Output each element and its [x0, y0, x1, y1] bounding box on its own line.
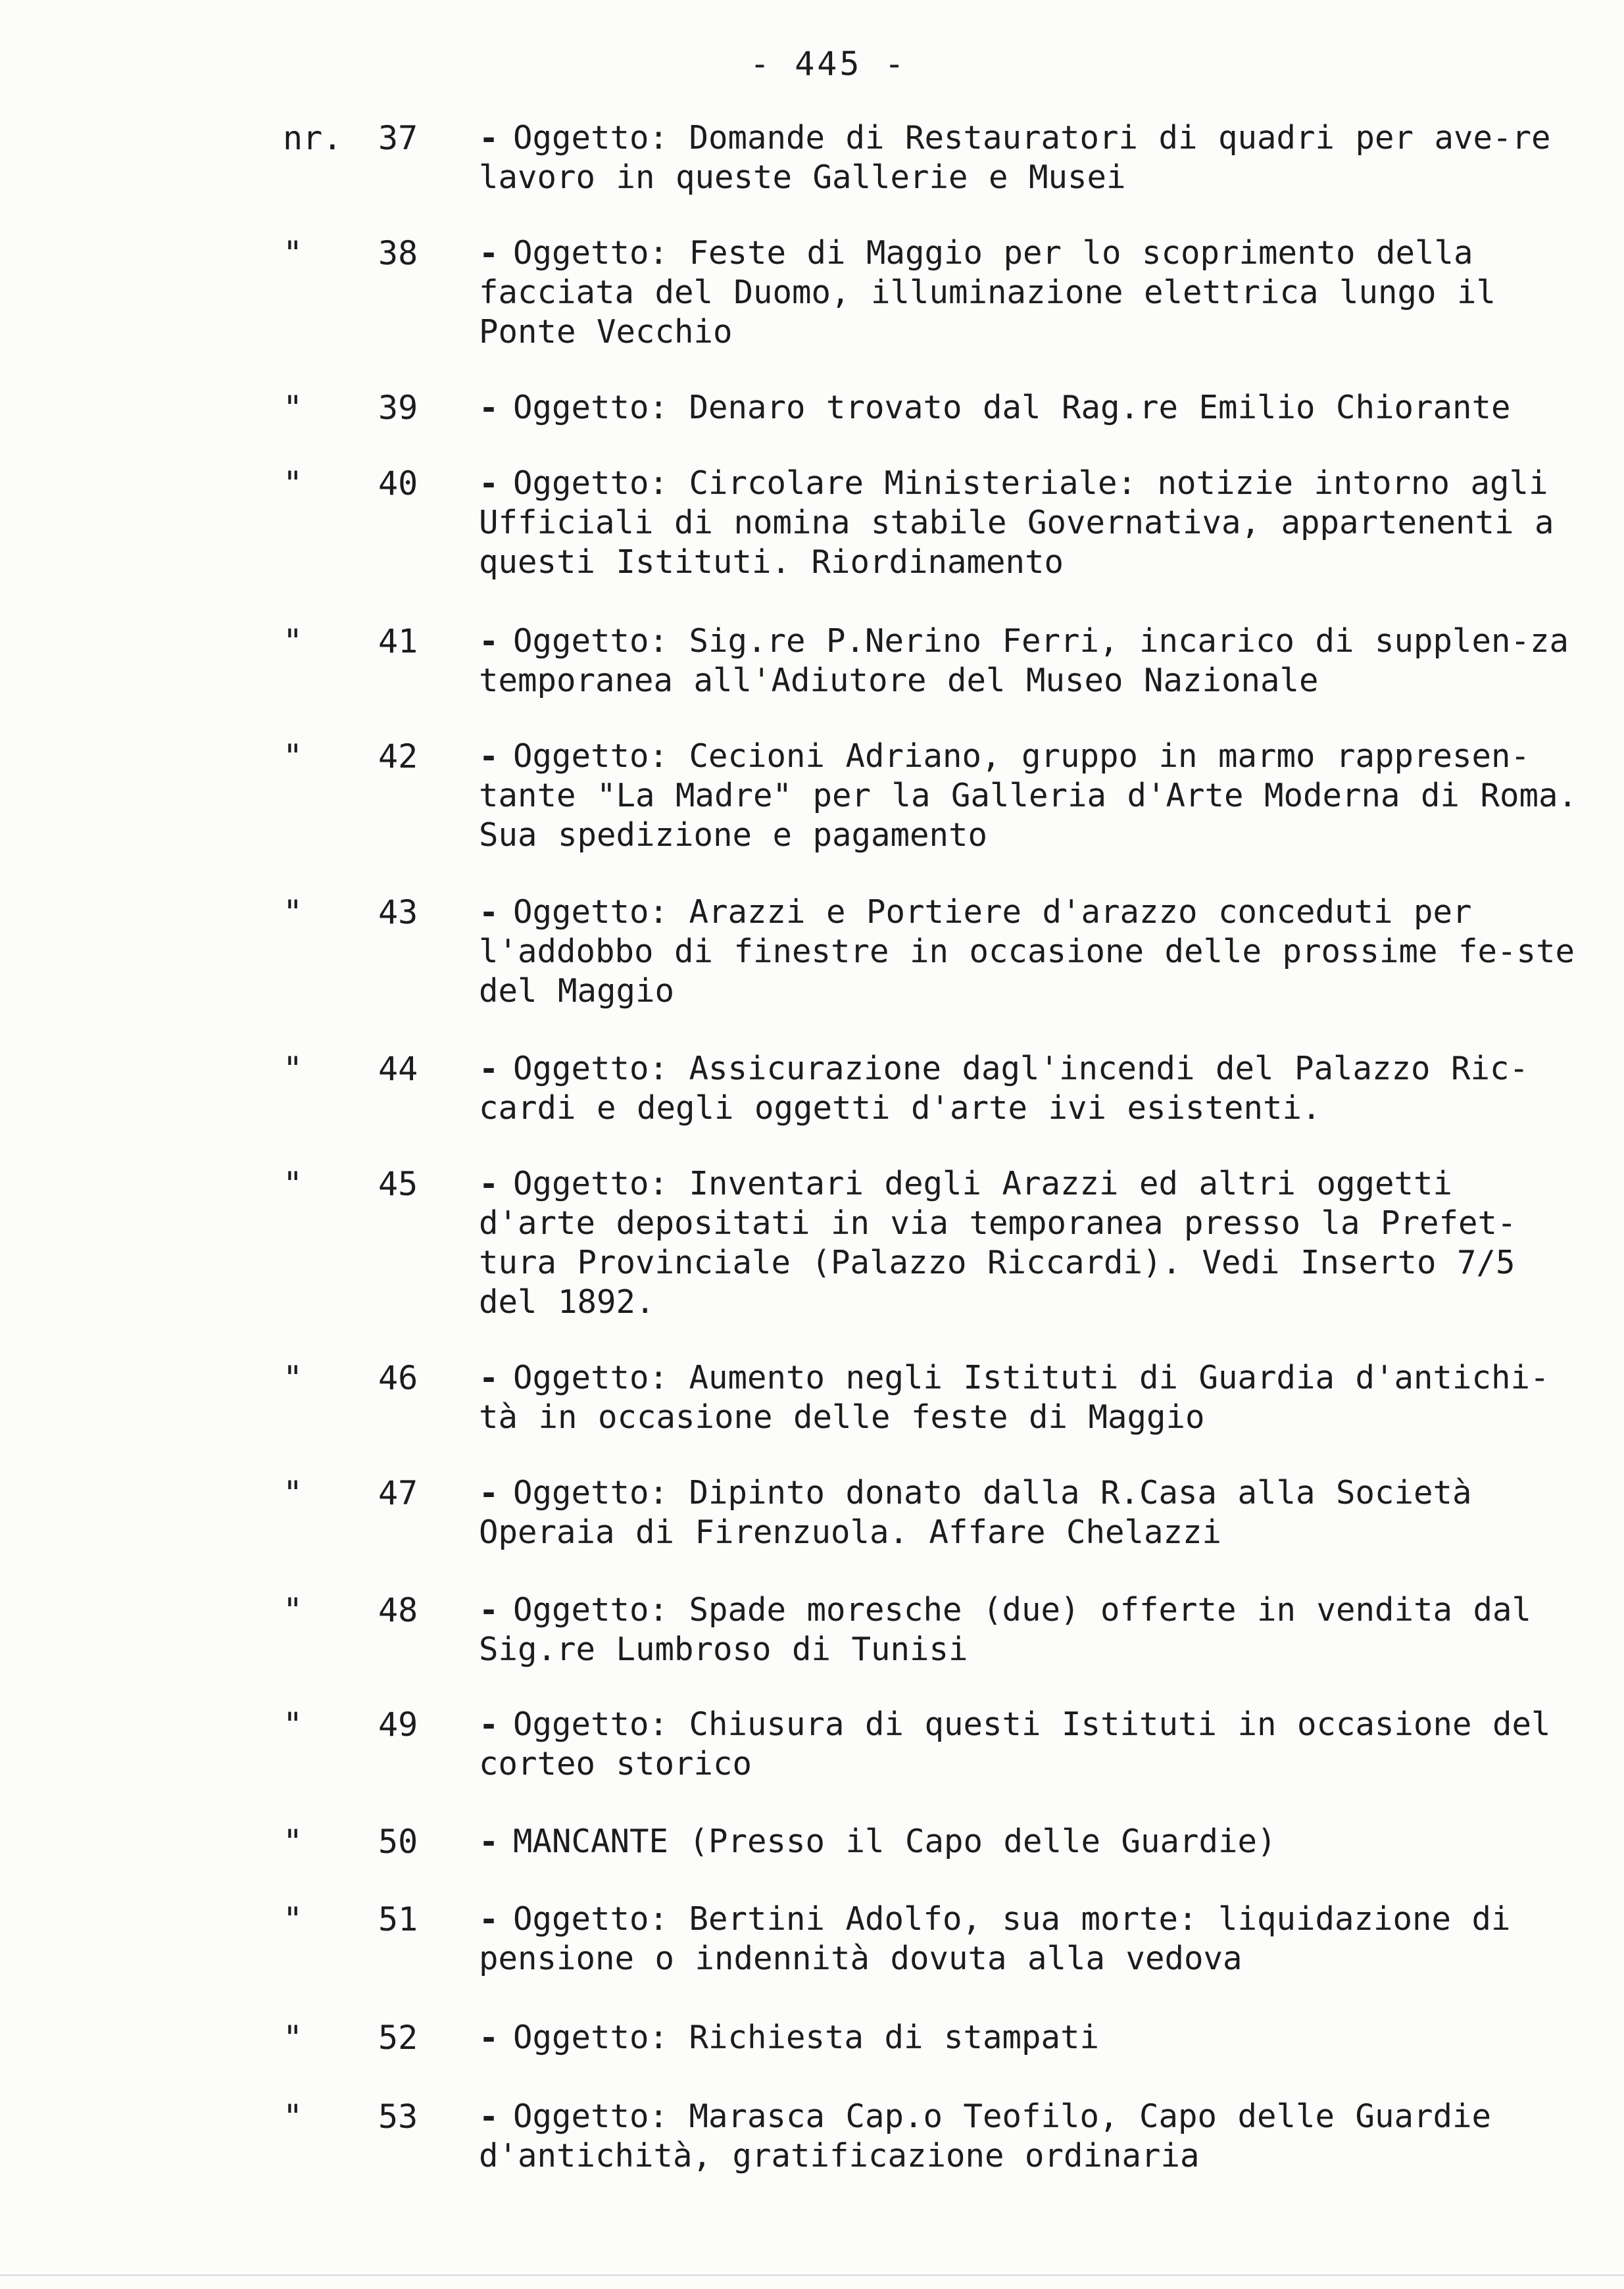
entry-dash: - — [479, 2019, 499, 2057]
entry-number: 44 — [378, 1050, 418, 1088]
entry-prefix: " — [283, 234, 303, 272]
entry-text: Oggetto: Cecioni Adriano, gruppo in marmo rappresen-tante "La Madre" per la Galleria d'Arte Moderna di Roma. Sua spedizione e pagamento — [479, 737, 1578, 854]
entry-number: 45 — [378, 1165, 418, 1203]
entry-number: 43 — [378, 893, 418, 931]
entry-number: 48 — [378, 1591, 418, 1629]
entry-number: 47 — [378, 1474, 418, 1512]
entry-dash: - — [479, 464, 499, 503]
entry-prefix: " — [283, 2098, 303, 2136]
entry-text: Oggetto: Assicurazione dagl'incendi del Palazzo Ric-cardi e degli oggetti d'arte ivi esistenti. — [479, 1050, 1529, 1127]
entry-prefix: " — [283, 1050, 303, 1088]
entry-dash: - — [479, 1706, 499, 1744]
entry-prefix: nr. — [283, 119, 343, 157]
entry-dash: - — [479, 119, 499, 157]
entry-text: Oggetto: Richiesta di stampati — [513, 2019, 1100, 2056]
entry-prefix: " — [283, 737, 303, 775]
entry-dash: - — [479, 737, 499, 775]
entry-dash: - — [479, 234, 499, 272]
entry-text: Oggetto: Sig.re P.Nerino Ferri, incarico di supplen-za temporanea all'Adiutore del Museo Nazionale — [479, 622, 1569, 699]
entry-text: Oggetto: Denaro trovato dal Rag.re Emilio Chiorante — [513, 389, 1511, 426]
entry-number: 40 — [378, 464, 418, 503]
entry-prefix: " — [283, 389, 303, 427]
entry-prefix: " — [283, 1474, 303, 1512]
entry-number: 46 — [378, 1359, 418, 1397]
entry-number: 50 — [378, 1823, 418, 1861]
entry-dash: - — [479, 1823, 499, 1861]
entry-text: Oggetto: Spade moresche (due) offerte in vendita dal Sig.re Lumbroso di Tunisi — [479, 1591, 1532, 1668]
entry-number: 37 — [378, 119, 418, 157]
entry-prefix: " — [283, 893, 303, 931]
entry-text: Oggetto: Circolare Ministeriale: notizie intorno agli Ufficiali di nomina stabile Governativa, appartenenti a questi Istituti. Riordinamento — [479, 464, 1554, 581]
entry-text: Oggetto: Aumento negli Istituti di Guardia d'antichi-tà in occasione delle feste di Maggio — [479, 1359, 1550, 1436]
entry-text: Oggetto: Inventari degli Arazzi ed altri oggetti d'arte depositati in via temporanea presso la Prefet-tura Provinciale (Palazzo Riccardi). Vedi Inserto 7/5 del 1892. — [479, 1165, 1517, 1321]
entry-prefix: " — [283, 1706, 303, 1744]
entry-dash: - — [479, 893, 499, 931]
entry-dash: - — [479, 1165, 499, 1203]
entry-text: MANCANTE (Presso il Capo delle Guardie) — [513, 1823, 1277, 1860]
entry-prefix: " — [283, 1591, 303, 1629]
entry-dash: - — [479, 1900, 499, 1938]
entry-prefix: " — [283, 1823, 303, 1861]
entry-dash: - — [479, 1591, 499, 1629]
page-bottom-edge — [0, 2275, 1624, 2276]
entry-number: 42 — [378, 737, 418, 775]
entry-number: 39 — [378, 389, 418, 427]
entry-prefix: " — [283, 464, 303, 503]
entry-number: 41 — [378, 622, 418, 660]
entry-prefix: " — [283, 1900, 303, 1938]
entry-dash: - — [479, 389, 499, 427]
entry-dash: - — [479, 1359, 499, 1397]
entry-number: 38 — [378, 234, 418, 272]
entry-number: 52 — [378, 2019, 418, 2057]
entry-number: 53 — [378, 2098, 418, 2136]
entry-prefix: " — [283, 2019, 303, 2057]
entry-dash: - — [479, 2098, 499, 2136]
entry-number: 51 — [378, 1900, 418, 1938]
entry-dash: - — [479, 1474, 499, 1512]
entry-text: Oggetto: Feste di Maggio per lo scoprimento della facciata del Duomo, illuminazione elettrica lungo il Ponte Vecchio — [479, 234, 1496, 351]
entry-text: Oggetto: Marasca Cap.o Teofilo, Capo delle Guardie d'antichità, gratificazione ordinaria — [479, 2098, 1492, 2175]
entry-text: Oggetto: Arazzi e Portiere d'arazzo conceduti per l'addobbo di finestre in occasione delle prossime fe-ste del Maggio — [479, 893, 1575, 1010]
entry-text: Oggetto: Domande di Restauratori di quadri per ave-re lavoro in queste Gallerie e Musei — [479, 119, 1551, 196]
entry-number: 49 — [378, 1706, 418, 1744]
entry-prefix: " — [283, 622, 303, 660]
entry-text: Oggetto: Dipinto donato dalla R.Casa alla Società Operaia di Firenzuola. Affare Chelazzi — [479, 1474, 1472, 1551]
entry-prefix: " — [283, 1359, 303, 1397]
page-number: - 445 - — [750, 45, 907, 83]
entry-prefix: " — [283, 1165, 303, 1203]
entry-text: Oggetto: Bertini Adolfo, sua morte: liquidazione di pensione o indennità dovuta alla vedova — [479, 1900, 1511, 1977]
entry-dash: - — [479, 1050, 499, 1088]
entry-text: Oggetto: Chiusura di questi Istituti in occasione del corteo storico — [479, 1706, 1551, 1783]
entry-dash: - — [479, 622, 499, 660]
